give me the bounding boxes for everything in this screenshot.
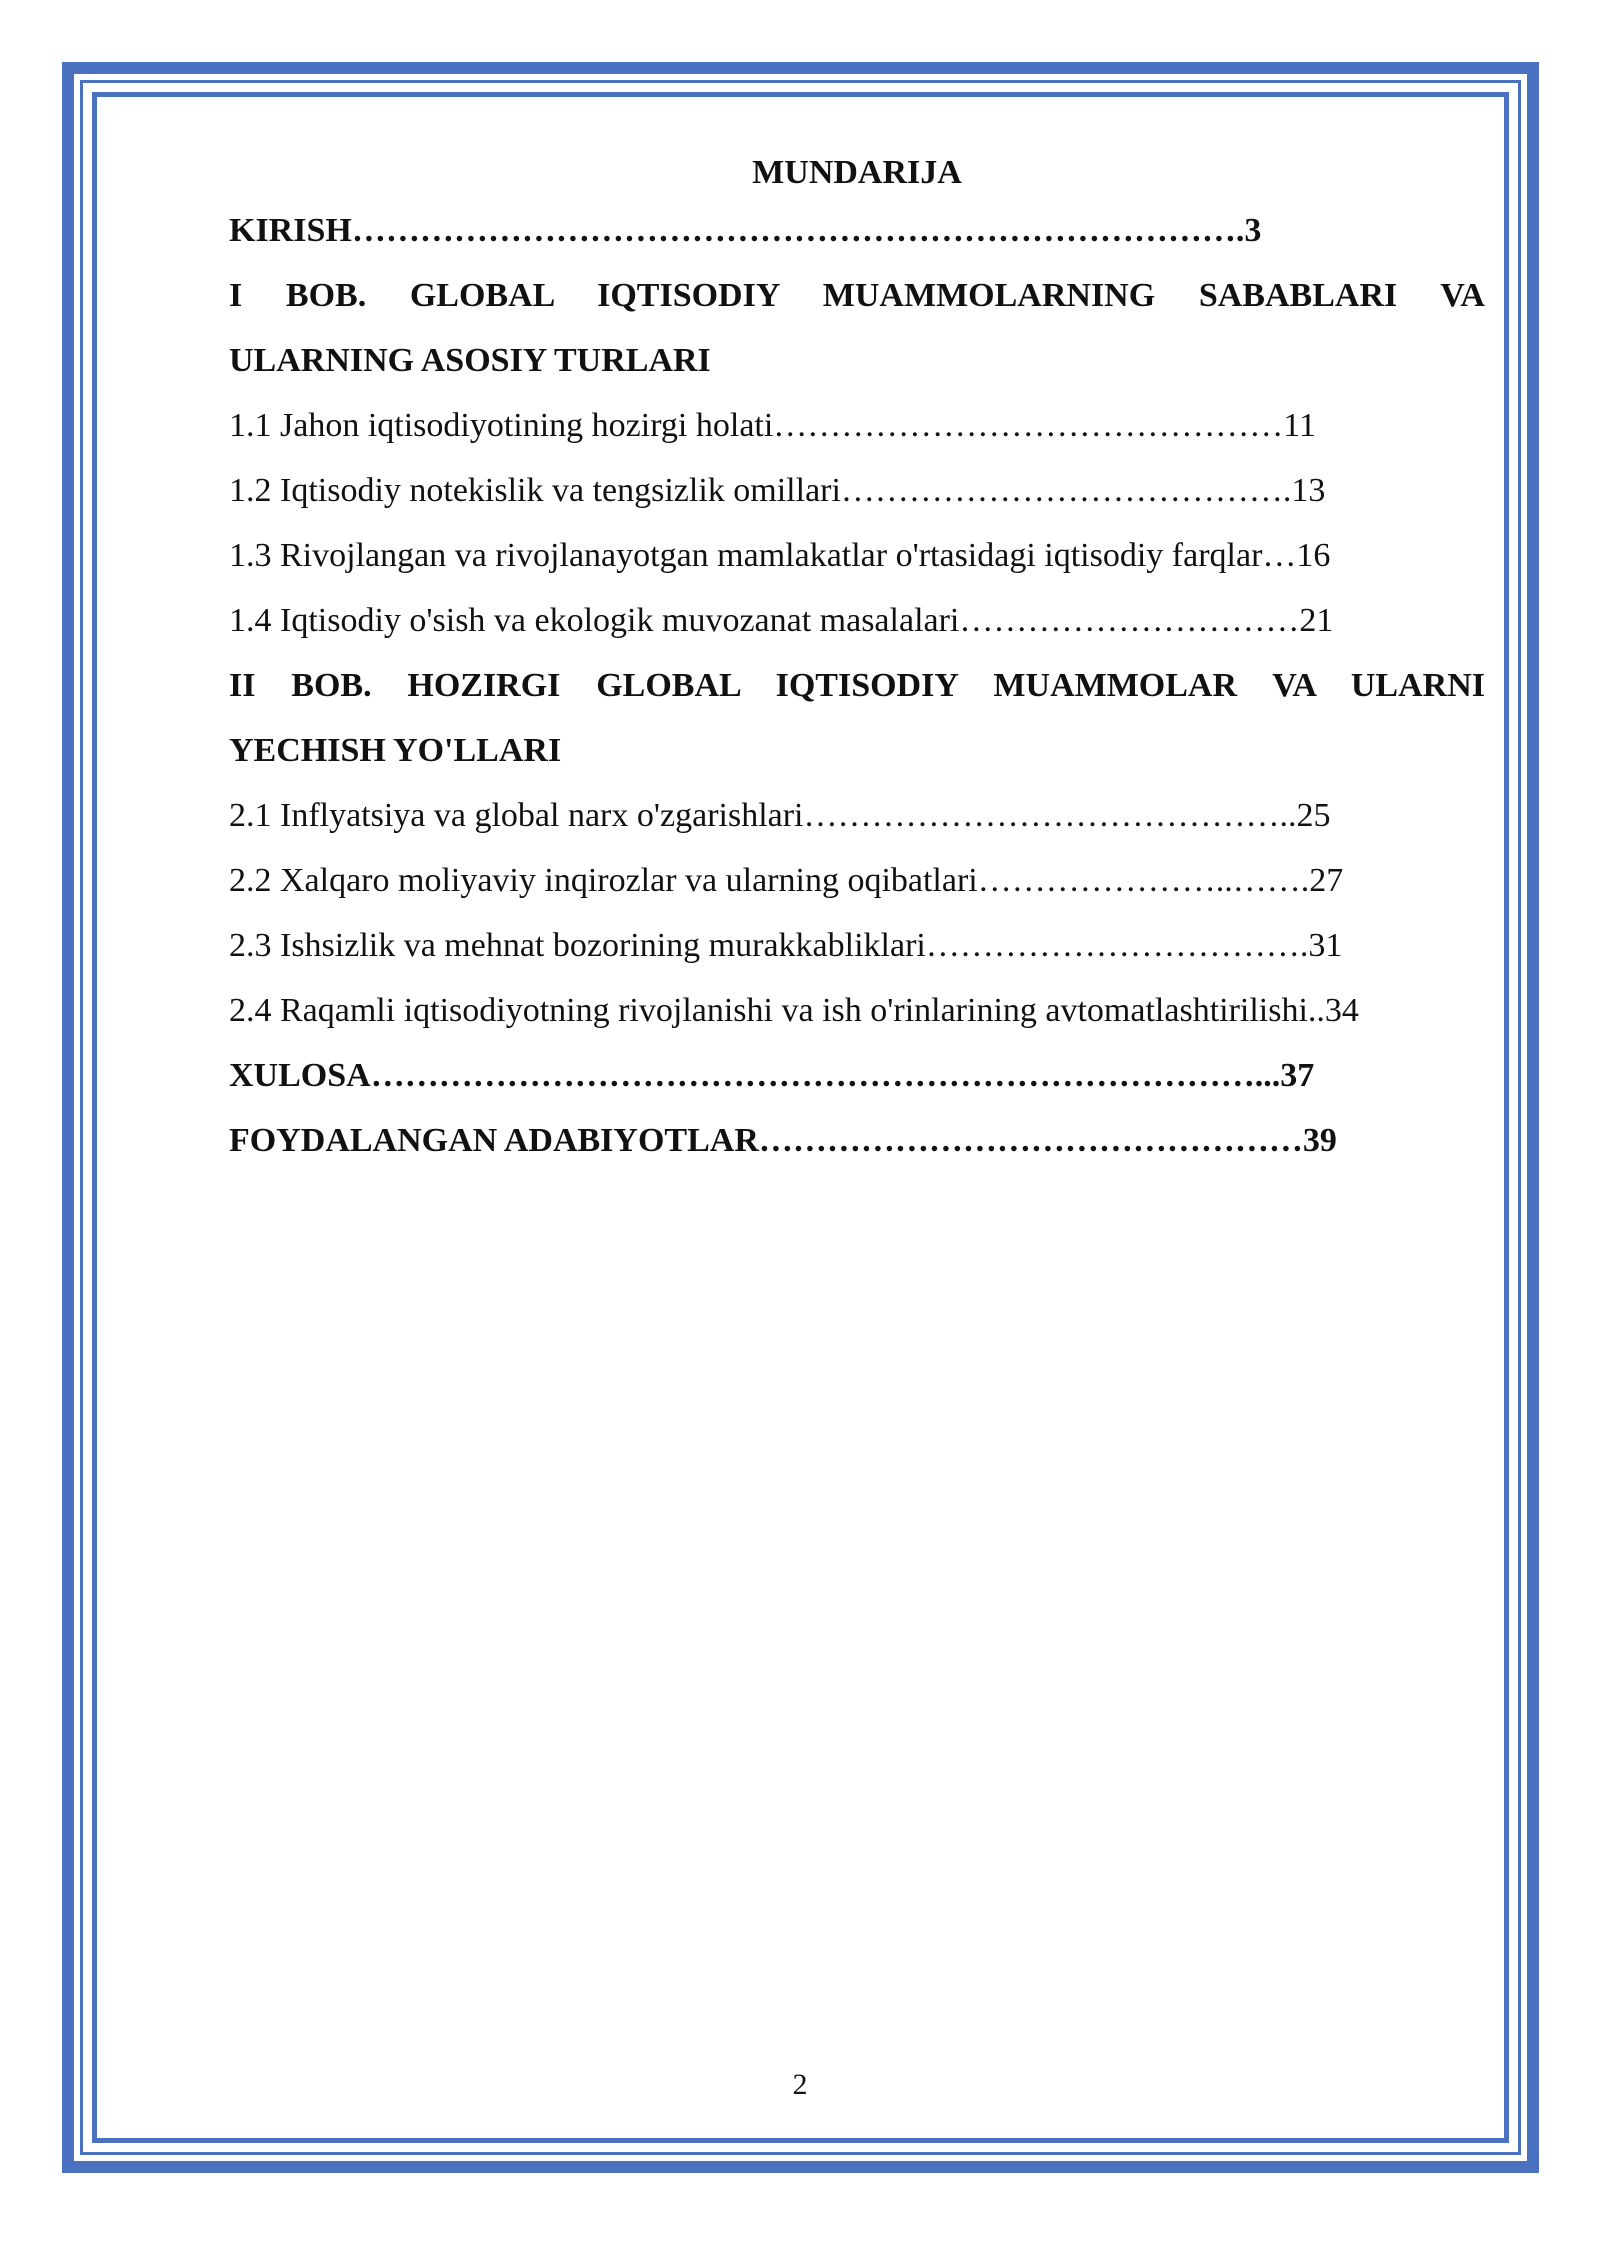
toc-entry-adabiyotlar: FOYDALANGAN ADABIYOTLAR…………………………………………39 (229, 1122, 1337, 1159)
toc-entry-2-1: 2.1 Inflyatsiya va global narx o'zgarishlari……………………………………..25 (229, 797, 1331, 834)
toc-entry-2-2: 2.2 Xalqaro moliyaviy inqirozlar va ularning oqibatlari…………………..…….27 (229, 862, 1344, 899)
toc-entry-1-2: 1.2 Iqtisodiy notekislik va tengsizlik omillari………………………………….13 (229, 472, 1326, 509)
toc-chapter-1-line-2: ULARNING ASOSIY TURLARI (229, 342, 711, 379)
toc-chapter-1-line-1: I BOB. GLOBAL IQTISODIY MUAMMOLARNING SABABLARI VA (229, 277, 1485, 314)
table-of-contents (229, 148, 1485, 1173)
toc-entry-1-1: 1.1 Jahon iqtisodiyotining hozirgi holati………………………………………11 (229, 407, 1317, 444)
toc-entry-kirish: KIRISH…………………………………………………………………….3 (229, 212, 1262, 249)
toc-title: MUNDARIJA (752, 154, 962, 191)
toc-entry-xulosa: XULOSA……………………………………………………………………...37 (229, 1057, 1315, 1094)
toc-chapter-2-line-1: II BOB. HOZIRGI GLOBAL IQTISODIY MUAMMOLAR VA ULARNI (229, 667, 1485, 704)
page-number: 2 (792, 2068, 808, 2101)
toc-entry-2-4: 2.4 Raqamli iqtisodiyotning rivojlanishi va ish o'rinlarining avtomatlashtirilishi..34 (229, 992, 1359, 1029)
toc-entry-2-3: 2.3 Ishsizlik va mehnat bozorining murakkabliklari…………………………….31 (229, 927, 1343, 964)
toc-chapter-2-line-2: YECHISH YO'LLARI (229, 732, 562, 769)
toc-entry-1-3: 1.3 Rivojlangan va rivojlanayotgan mamlakatlar o'rtasidagi iqtisodiy farqlar…16 (229, 537, 1331, 574)
toc-entry-1-4: 1.4 Iqtisodiy o'sish va ekologik muvozanat masalalari…………………………21 (229, 602, 1334, 639)
